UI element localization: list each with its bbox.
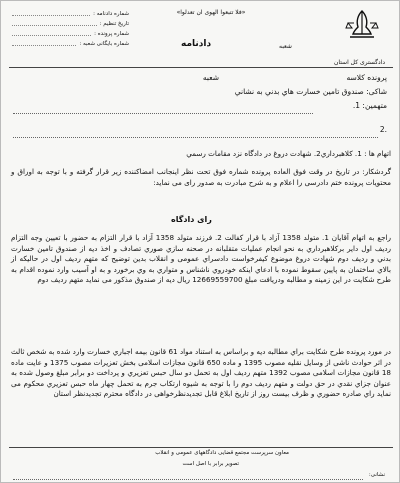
defendant-2-line <box>13 137 378 138</box>
verdict-heading: رای دادگاه <box>171 215 212 224</box>
header-branch-label: شعبه <box>279 43 292 50</box>
defendant-2-field: 2. <box>379 125 387 134</box>
meta-row: شماره بایگانی شعبه : <box>9 39 129 49</box>
meta-row: شماره دادنامه : <box>9 9 129 19</box>
defendant-1-line <box>13 113 313 114</box>
header-divider <box>9 67 393 68</box>
case-class-field: پرونده کلاسه <box>346 73 387 82</box>
footer-address-line <box>13 479 363 480</box>
footer-signatory: معاون سرپرست مجتمع قضایی دادگاههای عمومی و انقلاب <box>155 450 289 456</box>
judiciary-emblem-icon <box>344 7 380 43</box>
charges-text: اتهام ها : 1. کلاهبرداري2. شهادت دروغ در دادگاه نزد مقامات رسمي <box>186 149 391 158</box>
meta-row: تاریخ تنظیم : <box>9 19 129 29</box>
footer-divider <box>9 447 393 448</box>
footer-address-label: نشانی: <box>368 472 385 478</box>
proceedings-text: گردشکار: در تاریخ در وقت فوق العاده پرونده شماره فوق تحت نظر اینجانب امضاکننده زیر قرار گرفته و با توجه به اوراق و محتویات پرونده ختم دادرسی را اعلام و به شرح مبادرت به صدور رای می نماید: <box>11 167 391 187</box>
footer-certified-copy: تصویر برابر با اصل است <box>182 461 239 467</box>
verdict-text: راجع به اتهام آقایان 1. متولد 1358 آزاد با قرار کفالت 2. فرزند متولد 1358 آزاد با قرار التزام به حضور با تعیین وجه التزام ردیف اول دایر برکلاهبرداري به نحو انجام عملیات متقلبانه در صحنه سازي صوري تصادف و اخذ دیه از صندوق تامین خسارت بدني و ردیف دوم شهادت دروغ موضوع کیفرخواست دادسراي عمومی و انقلاب بدین توضیح که متهم ردیف اول در حالیکه از بالاي ساختمان به پایین سقوط نموده با ادعاي اینکه خودروي ناشناس و متواري به وي برخورد و به او آسیب وارد نموده اقدام به طرح شکایت در این زمینه و مطالبه ودریافت مبلغ 12669559700 ریال دیه از صندوق مذکور می نماید متهم ردیف دوم <box>11 233 391 285</box>
case-branch-field: شعبه <box>202 73 219 82</box>
document-meta <box>9 9 129 49</box>
plaintiff-field: شاکی: صندوق تامین خسارت هاي بدني به نشاني <box>234 87 387 96</box>
sentence-text: در مورد پرونده طرح شکایت براي مطالبه دیه و براساس به استناد مواد 61 قانون بیمه اجباري خسارت وارد شده به شخص ثالث در اثر حوادث ناشی از وسایل نقلیه مصوب 1395 و ماده 650 قانون مجازات اسلامی بخش تعزیرات مصوب 1375 و عایت ماده 18 قانون مجازات اسلامی مصوب 1392 متهم ردیف اول به تحمل دو سال حبس تعزیري و پرداخت دو برابر مبلغ وصول شده به عنوان جزاي نقدي در حق دولت و متهم ردیف دوم را با توجه به شیوه ارتکاب جرم به تحمل چهار ماه حبس تعزیري محکوم می نماید راي صادره حضوري و ظرف بیست روز از تاریخ ابلاغ قابل تجدیدنظرخواهی در دادگاه محترم تجدیدنظر استان <box>11 347 391 399</box>
meta-row: شماره پرونده : <box>9 29 129 39</box>
court-name: دادگستری کل استان <box>334 59 385 66</box>
document-title: دادنامه <box>181 39 212 49</box>
defendants-field: متهمین: 1. <box>352 101 387 110</box>
header-motto: «فلا تتبعوا الهوی ان تعدلوا» <box>176 9 246 16</box>
